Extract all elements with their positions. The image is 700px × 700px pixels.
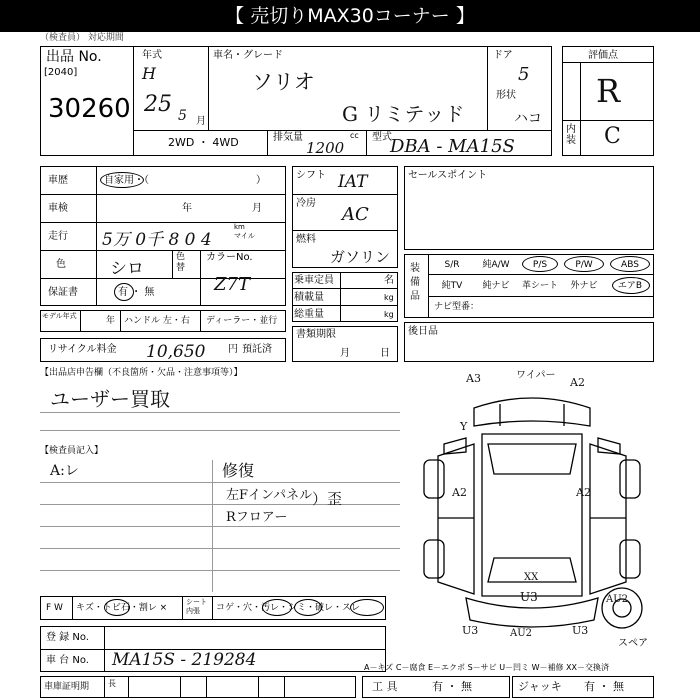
selection-circle [114, 283, 134, 301]
damage-legend: A－キズ C－腐食 E－エクボ S－サビ U－凹ミ W－補修 XX－交換済 [364, 663, 610, 672]
equipment-item: 純ナビ [482, 281, 510, 291]
shape-label: 形状 [496, 90, 516, 101]
selection-circle [350, 599, 384, 616]
warranty-options: 有 ・ 無 [118, 287, 155, 298]
page-title: 【 売切りMAX30コーナー 】 [0, 0, 700, 32]
interior-score: C [604, 124, 621, 149]
selection-circle [100, 172, 144, 188]
capacity-label: 乗車定員 [294, 275, 334, 286]
jack-options: 有 ・ 無 [584, 680, 624, 693]
diagram-mark: Y [460, 420, 468, 433]
shift-value: IAT [338, 172, 368, 192]
model-code-label: 型式 [372, 132, 392, 143]
weight-unit: kg [384, 310, 394, 319]
lot-number: 30260 [48, 94, 131, 124]
notes-label: 【出品店申告欄（不良箇所・欠品・注意事項等）】 [40, 368, 243, 378]
model-grade: G リミテッド [342, 102, 465, 126]
equipment-item: エアB [617, 281, 643, 291]
inspector-label: 【検査員記入】 [40, 446, 104, 456]
capacity-unit: 名 [384, 275, 394, 286]
tools-label: 工 具 [372, 680, 398, 693]
dealer-label: ディーラー・並行 [206, 316, 278, 326]
selection-circle [262, 599, 292, 616]
model-label: 車名・グレード [213, 50, 283, 61]
load-unit: kg [384, 293, 394, 302]
equipment-item: S/R [444, 260, 460, 270]
notes-text: ユーザー買取 [50, 387, 170, 411]
equipment-item: P/S [532, 260, 548, 270]
model-code-value: DBA - MA15S [390, 136, 515, 157]
ac-value: AC [342, 204, 369, 225]
inspector-right-tail: ）歪 [312, 490, 343, 508]
doors-label: ドア [493, 50, 513, 61]
diagram-mark: A2 [570, 376, 585, 389]
doors-value: 5 [518, 64, 530, 85]
registration-period-month: 月 [340, 348, 350, 359]
diagram-mark: U3 [462, 624, 479, 637]
tools-options: 有 ・ 無 [432, 680, 472, 693]
drive-label: 2WD ・ 4WD [168, 136, 239, 149]
weight-label: 総重量 [294, 309, 324, 320]
mileage-label: 走行 [48, 231, 68, 242]
color-no-value: Z7T [214, 274, 250, 295]
registration-no-label: 登 録 No. [46, 632, 89, 643]
inspector-right-2: 左Fインパネル [226, 488, 313, 503]
chassis-value: MA15S - 219284 [112, 650, 257, 670]
year-era: H [142, 64, 156, 83]
model-name: ソリオ [252, 70, 315, 94]
equipment-item: 純TV [441, 281, 463, 291]
interior-label: 内装 [566, 124, 576, 146]
equipment-label: 装備品 [410, 263, 420, 302]
model-year-unit: 年 [106, 316, 116, 326]
seat-label: シート 内張 [186, 598, 207, 615]
jack-label: ジャッキ [518, 680, 562, 693]
rating-label: 評価点 [588, 50, 618, 61]
mileage-value: 5万 0千 8 0 4 [102, 230, 212, 250]
equipment-item: P/W [575, 260, 593, 270]
equipment-item: 外ナビ [570, 281, 598, 291]
fuel-label: 燃料 [296, 234, 316, 245]
diagram-mark: A2 [576, 486, 591, 499]
fuel-value: ガソリン [330, 248, 391, 266]
color-no-label: カラーNo. [206, 252, 253, 263]
shift-label: シフト [296, 170, 326, 181]
registration-period-label: 書類期限 [296, 329, 336, 340]
certificate-label: 車庫証明期 [44, 682, 90, 692]
color-change-label: 色替 [176, 252, 186, 273]
certificate-item: 長 [108, 679, 116, 688]
handle-label: ハンドル 左・右 [124, 316, 190, 326]
selection-circle [610, 256, 650, 272]
nav-model-label: ナビ型番： [434, 302, 480, 312]
recycle-value: 10,650 [146, 342, 206, 362]
subtitle: （検査員） 対応期間 [40, 33, 124, 43]
inspector-left: A:レ [50, 463, 79, 479]
car-damage-diagram [404, 368, 660, 658]
inspection-year-unit: 年 [182, 203, 192, 214]
history-options: 自家用・（ [104, 175, 149, 186]
inspector-right-3: Rフロアー [226, 510, 288, 525]
registration-period-day: 日 [380, 348, 390, 359]
displacement-label: 排気量 [273, 132, 303, 143]
displacement-unit: cc [350, 131, 359, 140]
displacement-value: 1200 [306, 139, 345, 157]
mileage-units: km マイル [234, 223, 255, 240]
condition-items-2: コゲ・穴・汚レ・シミ・破レ・スレ [216, 603, 361, 613]
diagram-mark: A3 [466, 372, 481, 385]
selection-circle [294, 599, 322, 616]
color-value: シロ [110, 259, 144, 279]
selection-circle [612, 277, 650, 294]
equipment-item: 純A/W [482, 260, 510, 270]
equipment-item: ABS [621, 260, 639, 270]
after-sale-label: 後日品 [408, 326, 438, 337]
selection-circle [564, 256, 604, 272]
fw-label: F W [46, 603, 63, 613]
color-label: 色 [56, 259, 66, 270]
diagram-mark: U3 [572, 624, 589, 637]
ac-label: 冷房 [296, 198, 316, 209]
diagram-mark: AU2 [510, 628, 533, 639]
after-sale-block [404, 322, 654, 362]
equipment-item: 革シート [521, 281, 558, 291]
load-label: 積載量 [294, 292, 324, 303]
year-label: 年式 [142, 50, 162, 61]
shape-value: ハコ [514, 111, 542, 127]
history-label: 車歴 [48, 175, 68, 186]
inspection-label: 車検 [48, 203, 68, 214]
diagram-mark: XX [524, 572, 539, 583]
lot-label: 出品 No. [46, 49, 102, 65]
year-month: 5 [178, 108, 187, 124]
recycle-label: リサイクル料金 [48, 344, 117, 355]
lot-bracket: [2040] [44, 67, 78, 78]
recycle-unit: 円 [228, 344, 238, 355]
inspection-month-unit: 月 [252, 203, 262, 214]
chassis-label: 車 台 No. [46, 655, 89, 666]
history-paren: ） [256, 175, 266, 186]
diagram-mark: A2 [452, 486, 467, 499]
selection-circle [522, 256, 558, 272]
warranty-label: 保証書 [48, 287, 78, 298]
diagram-mark: AU2 [606, 594, 629, 605]
year-month-unit: 月 [196, 116, 206, 127]
spare-label: スペア [618, 638, 648, 649]
sales-points-label: セールスポイント [408, 170, 488, 181]
year-value: 25 [144, 92, 172, 117]
rating-score: R [596, 72, 621, 110]
recycle-status: 預託済 [242, 344, 272, 355]
condition-items-1: キズ・トビ石・割レ × [76, 603, 168, 613]
diagram-mark: ワイパー [516, 370, 556, 381]
model-year-label: モデル年式 [42, 312, 77, 320]
inspector-right-1: 修復 [222, 461, 255, 480]
diagram-mark: U3 [520, 590, 538, 604]
selection-circle [104, 599, 130, 616]
